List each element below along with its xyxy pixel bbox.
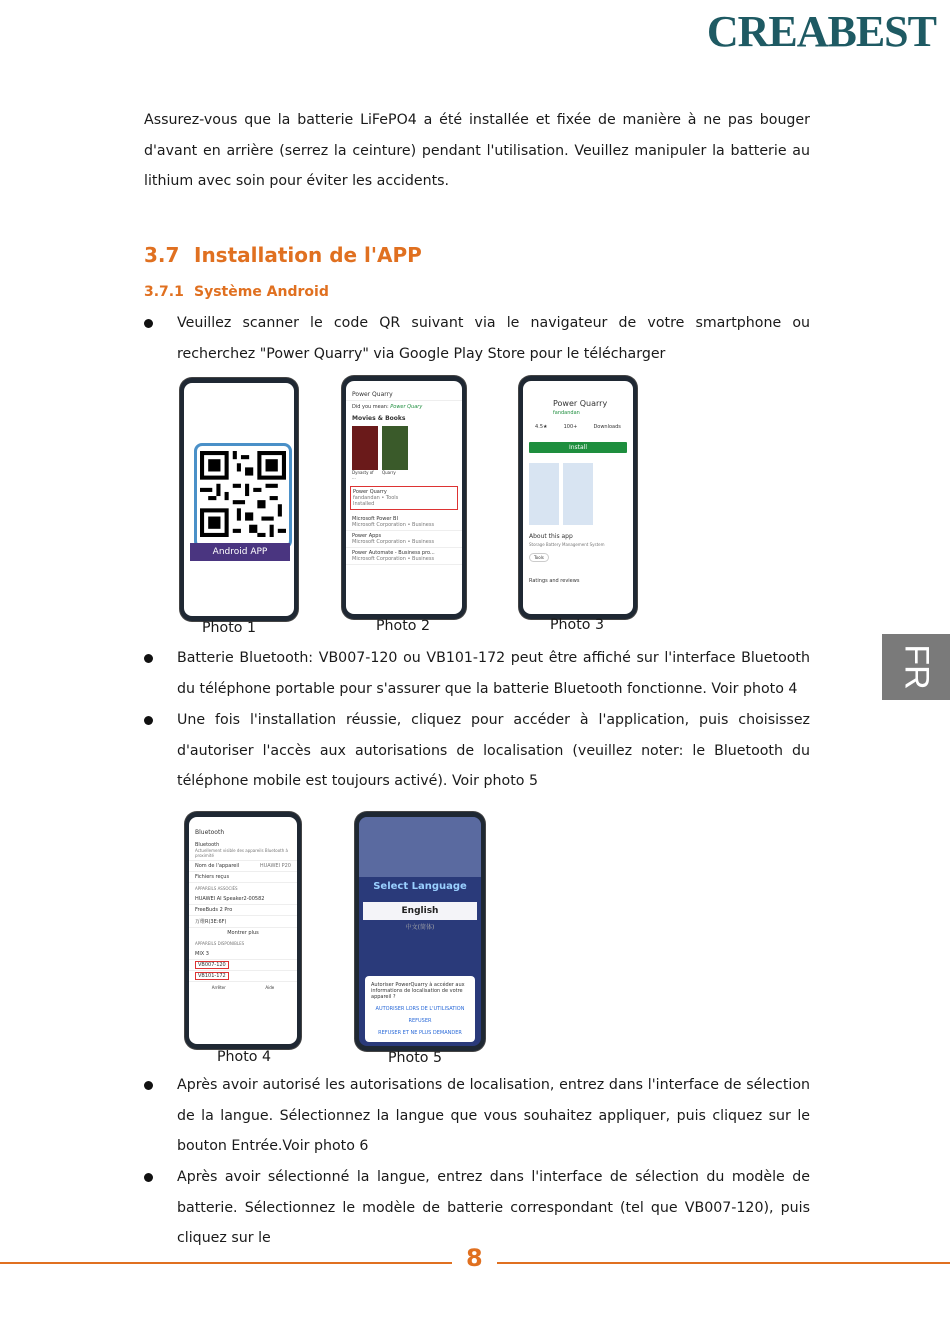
stop-button[interactable]: Arrêter	[211, 985, 226, 990]
app-result[interactable]	[346, 548, 462, 565]
tools-tag[interactable]: Tools	[529, 553, 549, 562]
bullet-dot	[144, 1081, 153, 1090]
qr-frame	[194, 443, 292, 549]
device-vb007: VB007-120	[195, 961, 229, 969]
bullet-item	[144, 643, 810, 704]
bullet-text: Une fois l'installation réussie, cliquez pour accéder à l'application, puis choisissez d'autoriser l'accès aux autorisations de localisation (veuillez noter: le Bluetooth du téléphone mobile est toujours activé). Voir photo 5	[177, 712, 810, 790]
bullet-dot	[144, 654, 153, 663]
subsection-title: Système Android	[194, 284, 329, 300]
screenshots-row	[523, 457, 633, 531]
app-title: Power Quarry	[553, 399, 608, 408]
about-app[interactable]: About this app	[529, 533, 573, 540]
books-row	[346, 424, 462, 482]
suggestion-link[interactable]: Power Quary	[390, 404, 423, 410]
deny-button[interactable]: REFUSER	[408, 1018, 432, 1024]
app-result[interactable]	[346, 531, 462, 548]
about-desc: Storage Battery Management System	[529, 542, 605, 547]
phone-photo-5	[355, 812, 485, 1051]
language-side-tab	[882, 634, 950, 700]
available-header: APPAREILS DISPONIBLES	[195, 941, 245, 946]
device-name-row[interactable]	[189, 861, 297, 872]
subsection-number: 3.7.1	[144, 284, 184, 300]
app-name: Power Automate - Business pro...	[352, 550, 435, 556]
app-result-highlighted[interactable]	[350, 486, 458, 510]
app-name: Power Quarry	[353, 489, 387, 495]
select-language-heading: Select Language	[373, 881, 467, 892]
search-field[interactable]	[346, 389, 462, 401]
help-button[interactable]: Aide	[265, 985, 275, 990]
android-app-label: Android APP	[190, 543, 290, 561]
app-dev: Microsoft Corporation • Business	[352, 522, 435, 528]
app-developer[interactable]: fandandan	[553, 410, 580, 416]
intro-paragraph: Assurez-vous que la batterie LiFePO4 a été installée et fixée de manière à ne pas bouger d'avant en arrière (serrez la ceinture) pendant l'utilisation. Veuillez manipuler la batterie au lithium avec soin pour éviter les accidents.	[144, 112, 810, 190]
caption-photo-5: Photo 5	[388, 1050, 443, 1066]
phone-screen	[523, 381, 633, 614]
toggle-desc: Actuellement visible des appareils Bluetooth à proximité	[195, 848, 288, 858]
available-device[interactable]	[189, 971, 297, 982]
section-heading	[144, 243, 422, 267]
install-button[interactable]: Install	[529, 442, 627, 453]
device-vb101: VB101-172	[195, 972, 229, 980]
paired-header: APPAREILS ASSOCIÉS	[195, 886, 238, 891]
bullet-text: Veuillez scanner le code QR suivant via le navigateur de votre smartphone ou recherchez "Power Quarry" via Google Play Store pour le télécharger	[177, 315, 810, 362]
screenshot-thumb[interactable]	[563, 463, 593, 525]
phone-photo-4	[185, 812, 301, 1049]
toggle-label: Bluetooth	[195, 842, 220, 848]
dialog-text: Autoriser PowerQuarry à accéder aux informations de localisation de votre appareil ?	[371, 982, 465, 1000]
app-downloads: 100+	[563, 424, 578, 430]
bullet-text: Batterie Bluetooth: VB007-120 ou VB101-172 peut être affiché sur l'interface Bluetooth du téléphone portable pour s'assurer que la batterie Bluetooth fonctionne. Voir photo 4	[177, 650, 810, 697]
received-files-row[interactable]: Fichiers reçus	[189, 872, 297, 883]
footer-rule-right	[497, 1262, 950, 1264]
ratings-reviews[interactable]: Ratings and reviews	[529, 578, 580, 584]
subsection-heading	[144, 284, 329, 300]
bullet-text: Après avoir autorisé les autorisations de localisation, entrez dans l'interface de sélection de la langue. Sélectionnez la langue que vous souhaitez appliquer, puis cliquez sur le bouton Entrée.Voir photo 6	[177, 1077, 810, 1155]
did-you-mean	[346, 401, 462, 413]
bluetooth-toggle-row[interactable]	[189, 840, 297, 861]
app-name: Microsoft Power BI	[352, 516, 398, 522]
search-text: Power Quarry	[352, 391, 393, 398]
app-rating: 4.5★	[535, 424, 548, 430]
caption-photo-4: Photo 4	[217, 1049, 272, 1065]
paired-device[interactable]: FreeBuds 2 Pro	[189, 905, 297, 916]
show-more[interactable]: Montrer plus	[227, 930, 259, 936]
caption-photo-1: Photo 1	[202, 620, 257, 636]
screenshot-thumb[interactable]	[529, 463, 559, 525]
page-number: 8	[466, 1244, 483, 1272]
bullet-dot	[144, 1173, 153, 1182]
phone-photo-2	[342, 376, 466, 619]
bluetooth-title: Bluetooth	[195, 829, 225, 836]
section-title: Installation de l'APP	[194, 243, 422, 267]
brand-logo: CREABEST	[706, 7, 936, 56]
book-item[interactable]	[382, 426, 408, 480]
deny-forever-button[interactable]: REFUSER ET NE PLUS DEMANDER	[378, 1030, 462, 1036]
caption-photo-3: Photo 3	[550, 617, 605, 633]
phone-screen	[346, 381, 462, 614]
phone-screen	[189, 817, 297, 1044]
book-item[interactable]	[352, 426, 378, 480]
bullet-item	[144, 1070, 810, 1162]
book-title: Quarry	[382, 470, 396, 475]
qr-code-icon	[200, 451, 286, 537]
language-tab-label: FR	[897, 644, 936, 690]
app-dev: Microsoft Corporation • Business	[352, 556, 435, 562]
available-device[interactable]: MIX 3	[189, 949, 297, 960]
allow-button[interactable]: AUTORISER LORS DE L'UTILISATION	[375, 1006, 465, 1012]
bullet-item	[144, 705, 810, 797]
bottom-actions	[189, 982, 297, 993]
app-stats	[523, 416, 633, 438]
language-option-chinese[interactable]: 中文(简体)	[405, 924, 435, 931]
app-downloads-label: Downloads	[593, 424, 621, 430]
bullet-item	[144, 1162, 810, 1254]
permission-dialog	[365, 976, 475, 1042]
phone-screen	[184, 383, 294, 616]
section-number: 3.7	[144, 243, 180, 267]
bullet-dot	[144, 716, 153, 725]
paired-device[interactable]: HUAWEI AI Speaker2-00582	[189, 894, 297, 905]
language-option-english[interactable]: English	[363, 902, 477, 920]
caption-photo-2: Photo 2	[376, 618, 431, 634]
app-status: Installed	[353, 501, 375, 507]
paired-device[interactable]: 万维R(3E:6F)	[189, 916, 297, 928]
bullet-item	[144, 308, 810, 369]
app-dev: Microsoft Corporation • Business	[352, 539, 435, 545]
device-name-label: Nom de l'appareil	[195, 863, 240, 869]
phone-photo-3	[519, 376, 637, 619]
app-dev: fandandan • Tools	[353, 495, 399, 501]
phone-photo-1	[180, 378, 298, 621]
bullet-dot	[144, 319, 153, 328]
device-name-value: HUAWEI P20	[259, 863, 291, 869]
bullet-text: Après avoir sélectionné la langue, entrez dans l'interface de sélection du modèle de batterie. Sélectionnez le modèle de batterie correspondant (tel que VB007-120), puis cliquez sur le	[177, 1169, 810, 1247]
app-result[interactable]	[346, 514, 462, 531]
header-image	[359, 817, 481, 877]
section-movies-books: Movies & Books	[352, 415, 406, 422]
available-device[interactable]	[189, 960, 297, 971]
app-name: Power Apps	[352, 533, 382, 539]
did-you-mean-label: Did you mean:	[352, 404, 389, 410]
footer-rule-left	[0, 1262, 452, 1264]
book-title: Dynasty of ...	[352, 470, 374, 480]
phone-screen	[359, 817, 481, 1046]
